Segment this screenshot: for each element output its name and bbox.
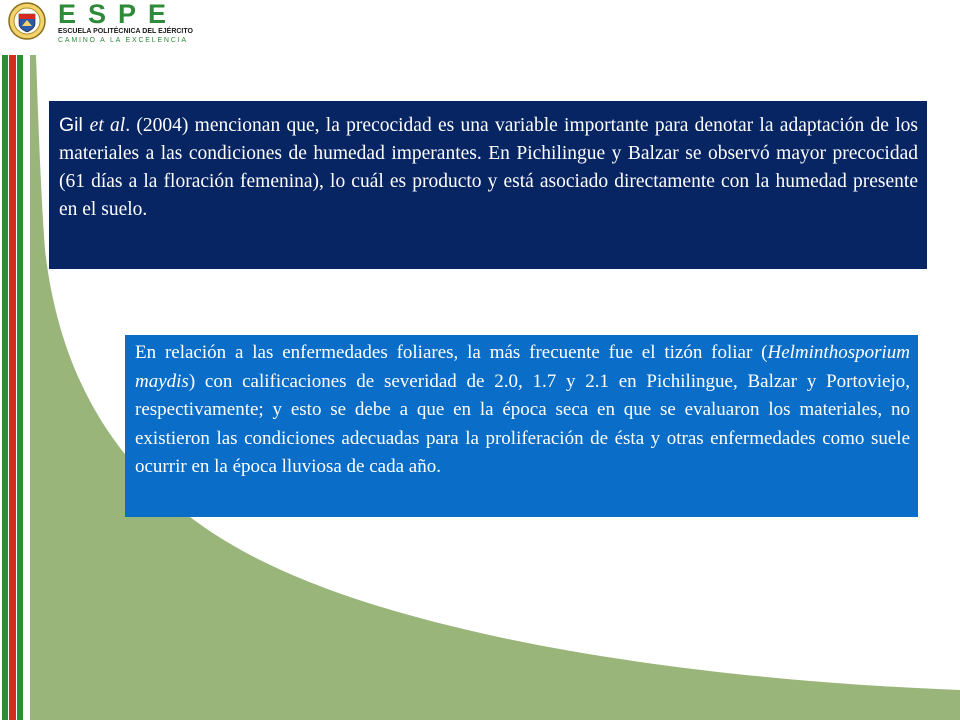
green-stripe-right <box>17 55 23 720</box>
author-name: Gil <box>59 114 90 136</box>
green-stripe-left <box>2 55 8 720</box>
university-seal-icon <box>8 2 46 40</box>
et-al: et al <box>89 115 126 136</box>
motto: CAMINO A LA EXCELENCIA <box>58 37 188 44</box>
paragraph-diseases <box>135 339 910 482</box>
paragraph-precocity-text: . (2004) mencionan que, la precocidad es una variable importante para denotar la adaptación de los materiales a las condiciones de humedad imperantes. En Pichilingue y Balzar se observó mayor precocidad (61 días a la floración femenina), lo cuál es producto y está asociado directamente con la humedad presente en el suelo. <box>59 115 918 220</box>
red-stripe <box>9 55 16 720</box>
paragraph-precocity <box>59 111 918 224</box>
brand-name: ESPE <box>58 0 179 29</box>
paragraph-diseases-text-2: ) con calificaciones de severidad de 2.0, 1.7 y 2.1 en Pichilingue, Balzar y Portoviejo, respectivamente; y esto se debe a que en la época seca en que se evaluaron los materiales, no existieron las condiciones adecuadas para la proliferación de ésta y otras enfermedades como suele ocurrir en la época lluviosa de cada año. <box>135 370 910 477</box>
text-box-diseases <box>125 335 918 517</box>
espe-logo <box>8 2 208 46</box>
school-name: ESCUELA POLITÉCNICA DEL EJÉRCITO <box>58 28 193 35</box>
species-name: Helminthosporium maydis <box>135 342 910 392</box>
paragraph-diseases-text-1: En relación a las enfermedades foliares, la más frecuente fue el tizón foliar ( <box>135 342 768 363</box>
text-box-precocity <box>49 101 927 269</box>
